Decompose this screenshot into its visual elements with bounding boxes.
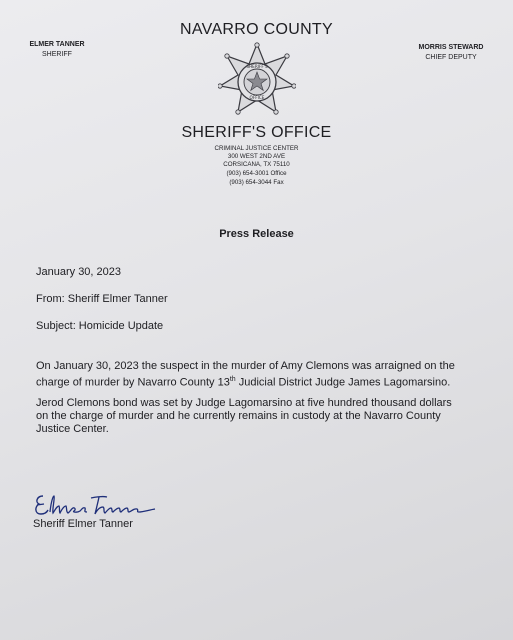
handwritten-signature — [33, 490, 158, 520]
address-line-3: CORSICANA, TX 75110 — [223, 161, 290, 168]
paragraph-arraignment-text: On January 30, 2023 the suspect in the murder of Amy Clemons was arraigned on the charge of murder by Navarro County 13 — [36, 360, 455, 389]
ordinal-suffix: th — [229, 376, 236, 383]
subject-line: Subject: Homicide Update — [36, 320, 164, 332]
fax-phone: (903) 654-3044 Fax — [229, 179, 284, 186]
signature-name: Sheriff Elmer Tanner — [33, 518, 133, 530]
address-line-2: 300 WEST 2ND AVE — [227, 153, 286, 160]
svg-text:SHERIFF'S: SHERIFF'S — [246, 64, 268, 69]
paragraph-arraignment-end: Judicial District Judge James Lagomarsino. — [235, 376, 451, 389]
chief-deputy-name-header: MORRIS STEWARD — [418, 44, 484, 51]
release-date: January 30, 2023 — [36, 266, 122, 278]
paragraph-bond: Jerod Clemons bond was set by Judge Lagomarsino at five hundred thousand dollars on the charge of murder and he currently remains in custody at the Navarro County Justice Center. — [36, 397, 452, 435]
chief-deputy-title-header: CHIEF DEPUTY — [425, 54, 477, 61]
paragraph-arraignment — [36, 360, 484, 390]
office-phone: (903) 654-3001 Office — [226, 170, 287, 177]
from-line: From: Sheriff Elmer Tanner — [36, 293, 168, 305]
svg-text:OFFICE: OFFICE — [249, 95, 265, 100]
sheriff-name-header: ELMER TANNER — [29, 41, 85, 48]
sheriffs-office-title: SHERIFF'S OFFICE — [181, 124, 332, 141]
sheriff-star-badge-icon — [218, 42, 296, 122]
address-line-1: CRIMINAL JUSTICE CENTER — [214, 145, 299, 152]
sheriff-title-header: SHERIFF — [42, 51, 72, 58]
press-release-heading: Press Release — [219, 228, 294, 240]
county-name: NAVARRO COUNTY — [180, 21, 333, 38]
